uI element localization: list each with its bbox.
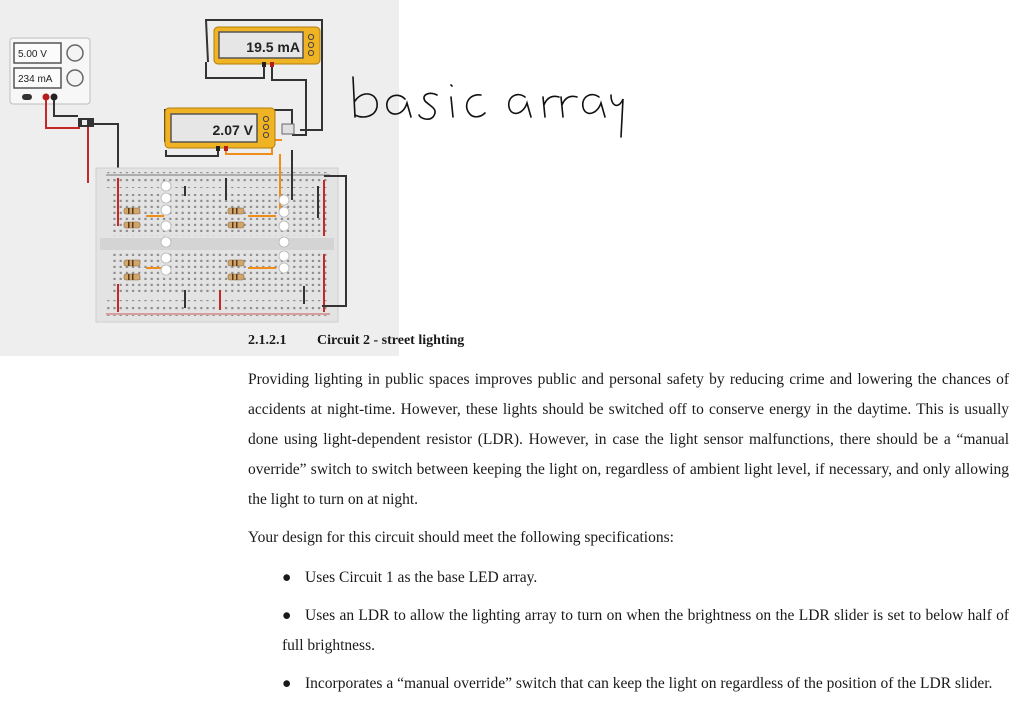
list-item bbox=[282, 669, 1009, 699]
breadboard bbox=[96, 168, 338, 322]
voltmeter-readout: 2.07 V bbox=[212, 122, 253, 138]
section-title: Circuit 2 - street lighting bbox=[317, 333, 465, 348]
circuit-diagram bbox=[0, 0, 400, 356]
list-item bbox=[282, 563, 1009, 593]
bullet-icon: ● bbox=[282, 607, 292, 624]
section-heading bbox=[248, 329, 1009, 353]
list-item bbox=[282, 601, 1009, 661]
specifications-intro: Your design for this circuit should meet the following specifications: bbox=[248, 529, 674, 546]
list-item-text: Uses an LDR to allow the lighting array to turn on when the brightness on the LDR slider is set to below half of full brightness. bbox=[282, 607, 1009, 654]
power-supply bbox=[10, 38, 90, 104]
negative-terminal bbox=[51, 94, 58, 101]
current-knob[interactable] bbox=[67, 70, 83, 86]
bullet-icon: ● bbox=[282, 675, 292, 692]
voltage-knob[interactable] bbox=[67, 45, 83, 61]
handwritten-annotation bbox=[347, 55, 627, 145]
bullet-icon: ● bbox=[282, 569, 292, 586]
positive-terminal bbox=[43, 94, 50, 101]
list-item-text: Uses Circuit 1 as the base LED array. bbox=[305, 569, 538, 586]
ammeter-readout: 19.5 mA bbox=[246, 39, 300, 55]
annotation-text bbox=[347, 55, 353, 56]
specifications-list bbox=[282, 563, 1009, 707]
psu-current-readout: 234 mA bbox=[18, 74, 53, 85]
list-item-text: Incorporates a “manual override” switch that can keep the light on regardless of the position of the LDR slider. bbox=[305, 675, 993, 692]
document-body bbox=[248, 329, 1009, 692]
power-switch[interactable] bbox=[22, 94, 32, 100]
handwriting-glyphs bbox=[347, 55, 627, 145]
section-number: 2.1.2.1 bbox=[248, 333, 287, 348]
intro-paragraph: Providing lighting in public spaces improves public and personal safety by reducing crime and lowering the chances of accidents at night-time. However, these lights should be switched off to conserve energy in the daytime. This is usually done using light-dependent resistor (LDR). However, in case the light sensor malfunctions, there should be a “manual override” switch to switch between keeping the light on, regardless of ambient light level, if necessary, and only allowing the light to turn on at night. bbox=[248, 371, 1009, 508]
psu-voltage-readout: 5.00 V bbox=[18, 49, 47, 60]
